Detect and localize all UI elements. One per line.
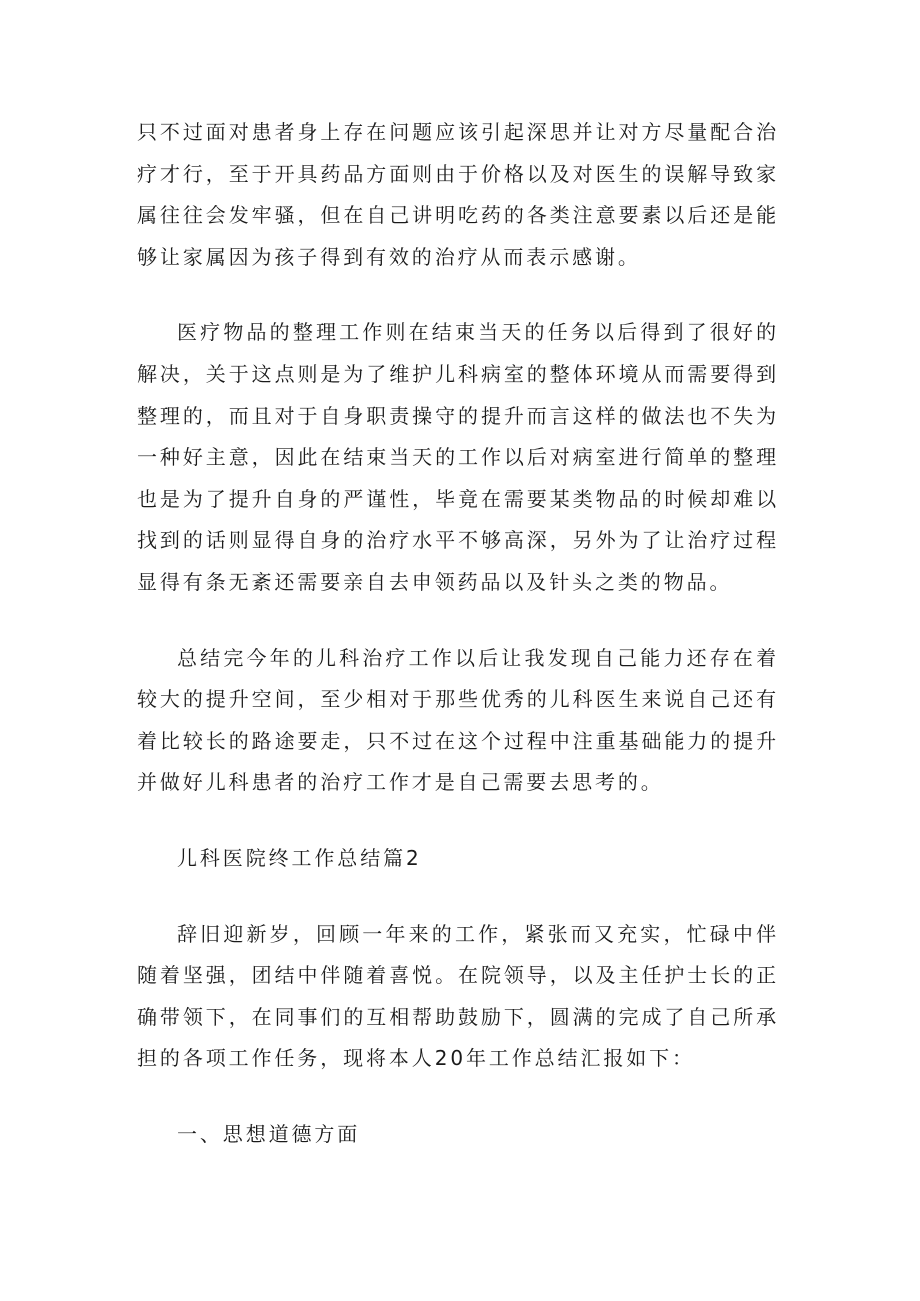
document-body bbox=[137, 112, 779, 1155]
paragraph-spacer bbox=[137, 804, 779, 838]
section-heading-part2: 儿科医院终工作总结篇2 bbox=[177, 845, 422, 870]
section-heading-ideology: 一、思想道德方面 bbox=[177, 1121, 361, 1146]
paragraph-annual-summary: 总结完今年的儿科治疗工作以后让我发现自己能力还存在着较大的提升空间，至少相对于那些优秀的儿科医生来说自己还有着比较长的路途要走，只不过在这个过程中注重基础能力的提升并做好儿科患者的治疗工作才是自己需要去思考的。 bbox=[137, 645, 779, 795]
paragraph-spacer bbox=[137, 604, 779, 638]
paragraph-year-review: 辞旧迎新岁，回顾一年来的工作，紧张而又充实，忙碌中伴随着坚强，团结中伴随着喜悦。在院领导，以及主任护士长的正确带领下，在同事们的互相帮助鼓励下，圆满的完成了自己所承担的各项工作任务，现将本人20年工作总结汇报如下： bbox=[137, 921, 779, 1071]
paragraph-spacer bbox=[137, 278, 779, 312]
paragraph-spacer bbox=[137, 1080, 779, 1114]
paragraph-medical-supplies: 医疗物品的整理工作则在结束当天的任务以后得到了很好的解决，关于这点则是为了维护儿科病室的整体环境从而需要得到整理的，而且对于自身职责操守的提升而言这样的做法也不失为一种好主意，因此在结束当天的工作以后对病室进行简单的整理也是为了提升自身的严谨性，毕竟在需要某类物品的时候却难以找到的话则显得自身的治疗水平不够高深，另外为了让治疗过程显得有条无紊还需要亲自去申领药品以及针头之类的物品。 bbox=[137, 320, 779, 594]
paragraph-patient-communication: 只不过面对患者身上存在问题应该引起深思并让对方尽量配合治疗才行，至于开具药品方面则由于价格以及对医生的误解导致家属往往会发牢骚，但在自己讲明吃药的各类注意要素以后还是能够让家属因为孩子得到有效的治疗从而表示感谢。 bbox=[137, 120, 779, 269]
paragraph-spacer bbox=[137, 880, 779, 914]
